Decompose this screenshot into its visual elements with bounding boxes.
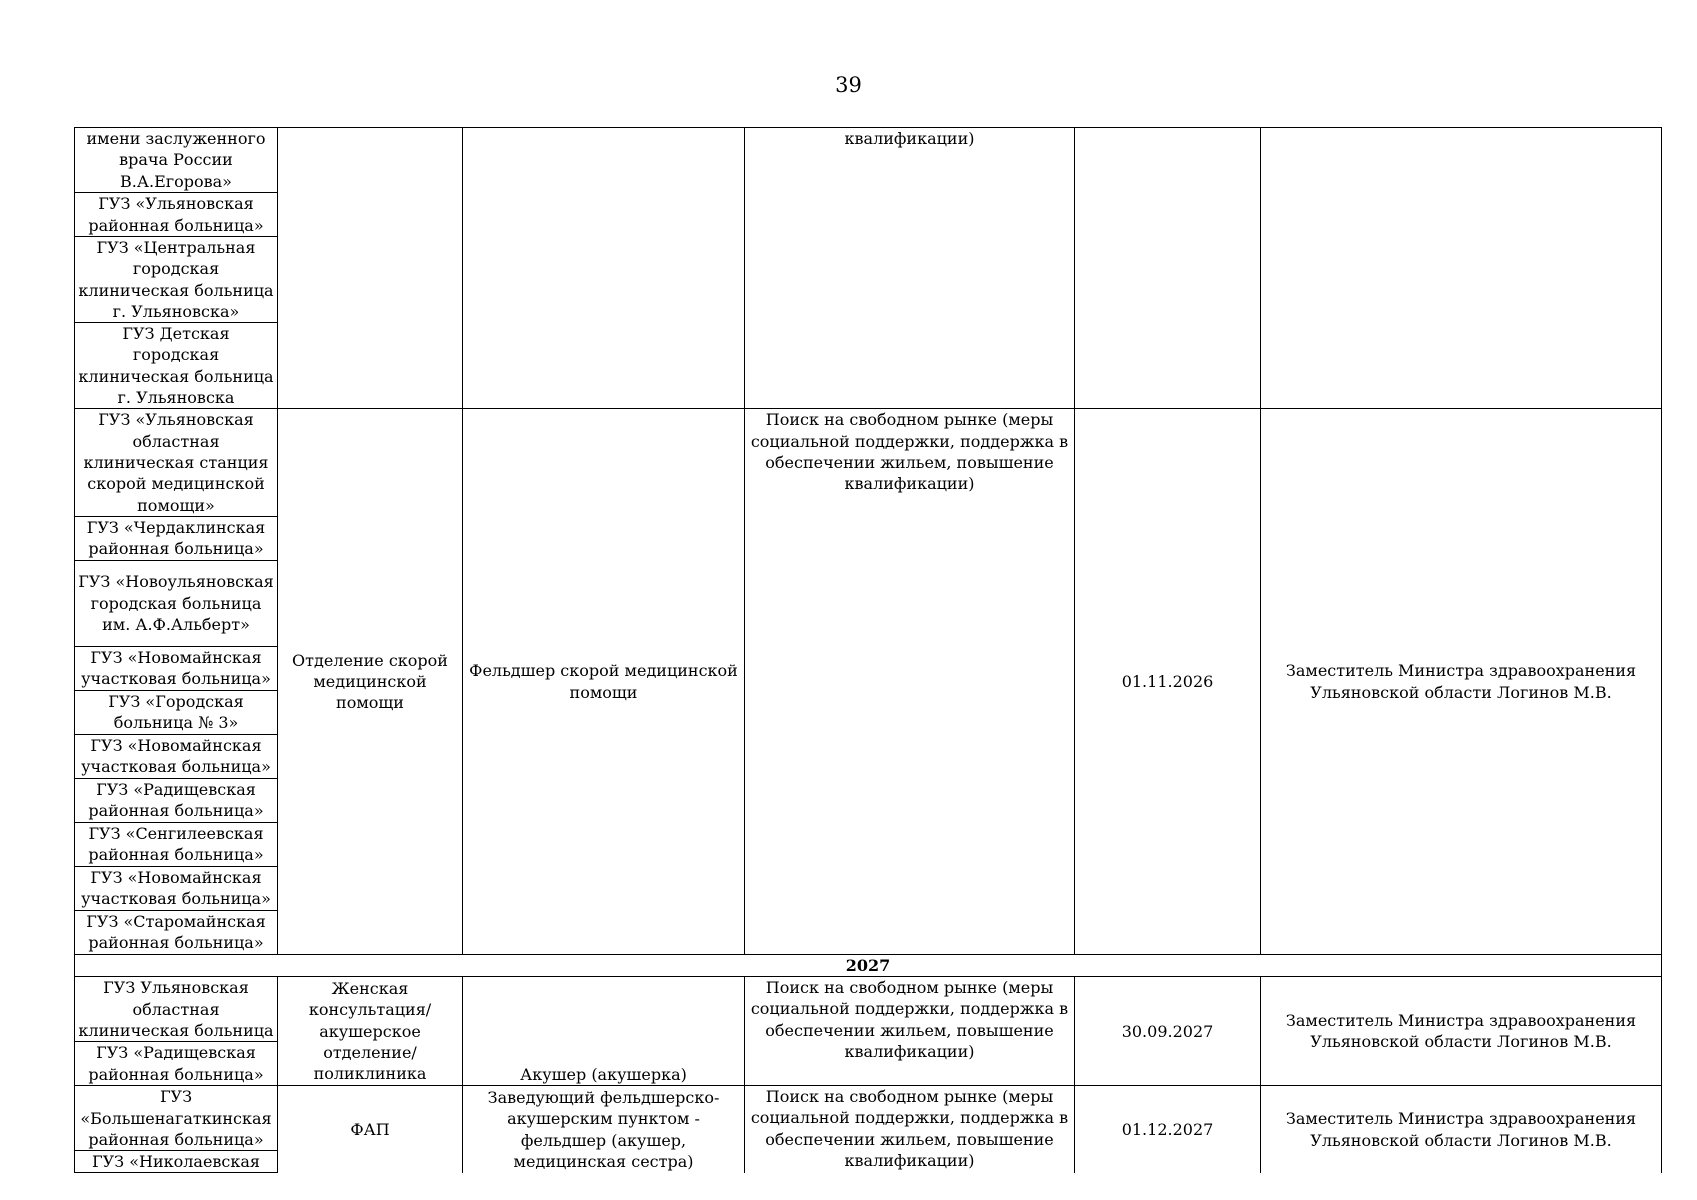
department-cell: Женская консультация/ акушерское отделение/ поликлиника <box>278 977 463 1086</box>
year-heading: 2027 <box>75 954 1662 976</box>
table-row <box>75 954 1662 976</box>
responsible-cell: Заместитель Министра здравоохранения Ульяновской области Логинов М.В. <box>1261 977 1662 1086</box>
responsible-cell <box>1261 128 1662 409</box>
date-cell: 01.12.2027 <box>1075 1086 1261 1173</box>
position-cell: Фельдшер скорой медицинской помощи <box>463 409 745 954</box>
responsible-cell: Заместитель Министра здравоохранения Ульяновской области Логинов М.В. <box>1261 409 1662 954</box>
department-cell: Отделение скорой медицинской помощи <box>278 409 463 954</box>
org-cell: ГУЗ «Новоульяновская городская больница им. А.Ф.Альберт» <box>75 560 278 646</box>
table-row <box>75 128 1662 193</box>
org-cell: ГУЗ «Сенгилеевская районная больница» <box>75 822 278 866</box>
responsible-cell: Заместитель Министра здравоохранения Ульяновской области Логинов М.В. <box>1261 1086 1662 1173</box>
position-cell <box>463 128 745 409</box>
org-cell: ГУЗ «Новомайнская участковая больница» <box>75 866 278 910</box>
table-row <box>75 1086 1662 1151</box>
measures-table <box>74 127 1662 1173</box>
org-cell: ГУЗ «Старомайнская районная больница» <box>75 910 278 954</box>
position-cell: Акушер (акушерка) <box>463 977 745 1086</box>
org-cell: ГУЗ «Радищевская районная больница» <box>75 778 278 822</box>
org-cell: ГУЗ «Городская больница № 3» <box>75 690 278 734</box>
org-cell: ГУЗ «Новомайнская участковая больница» <box>75 646 278 690</box>
org-cell: ГУЗ «Чердаклинская районная больница» <box>75 516 278 560</box>
department-cell <box>278 128 463 409</box>
org-cell: ГУЗ «Центральная городская клиническая больница г. Ульяновска» <box>75 237 278 323</box>
measures-cell: Поиск на свободном рынке (меры социальной поддержки, поддержка в обеспечении жильем, повышение квалификации) <box>745 977 1075 1086</box>
position-cell: Заведующий фельдшерско-акушерским пунктом - фельдшер (акушер, медицинская сестра) <box>463 1086 745 1173</box>
measures-cell: квалификации) <box>745 128 1075 409</box>
org-cell: ГУЗ Детская городская клиническая больница г. Ульяновска <box>75 323 278 409</box>
date-cell: 30.09.2027 <box>1075 977 1261 1086</box>
org-cell: ГУЗ «Большенагаткинская районная больница» <box>75 1086 278 1151</box>
date-cell <box>1075 128 1261 409</box>
page-number: 39 <box>835 73 862 97</box>
table-row <box>75 409 1662 516</box>
measures-cell: Поиск на свободном рынке (меры социальной поддержки, поддержка в обеспечении жильем, повышение квалификации) <box>745 1086 1075 1173</box>
department-cell: ФАП <box>278 1086 463 1173</box>
org-cell: имени заслуженного врача России В.А.Егорова» <box>75 128 278 193</box>
org-cell: ГУЗ «Ульяновская областная клиническая станция скорой медицинской помощи» <box>75 409 278 516</box>
measures-cell: Поиск на свободном рынке (меры социальной поддержки, поддержка в обеспечении жильем, повышение квалификации) <box>745 409 1075 954</box>
date-cell: 01.11.2026 <box>1075 409 1261 954</box>
org-cell: ГУЗ «Радищевская районная больница» <box>75 1042 278 1086</box>
table-row <box>75 977 1662 1042</box>
org-cell: ГУЗ Ульяновская областная клиническая больница <box>75 977 278 1042</box>
org-cell: ГУЗ «Новомайнская участковая больница» <box>75 734 278 778</box>
org-cell: ГУЗ «Николаевская <box>75 1151 278 1173</box>
org-cell: ГУЗ «Ульяновская районная больница» <box>75 193 278 237</box>
